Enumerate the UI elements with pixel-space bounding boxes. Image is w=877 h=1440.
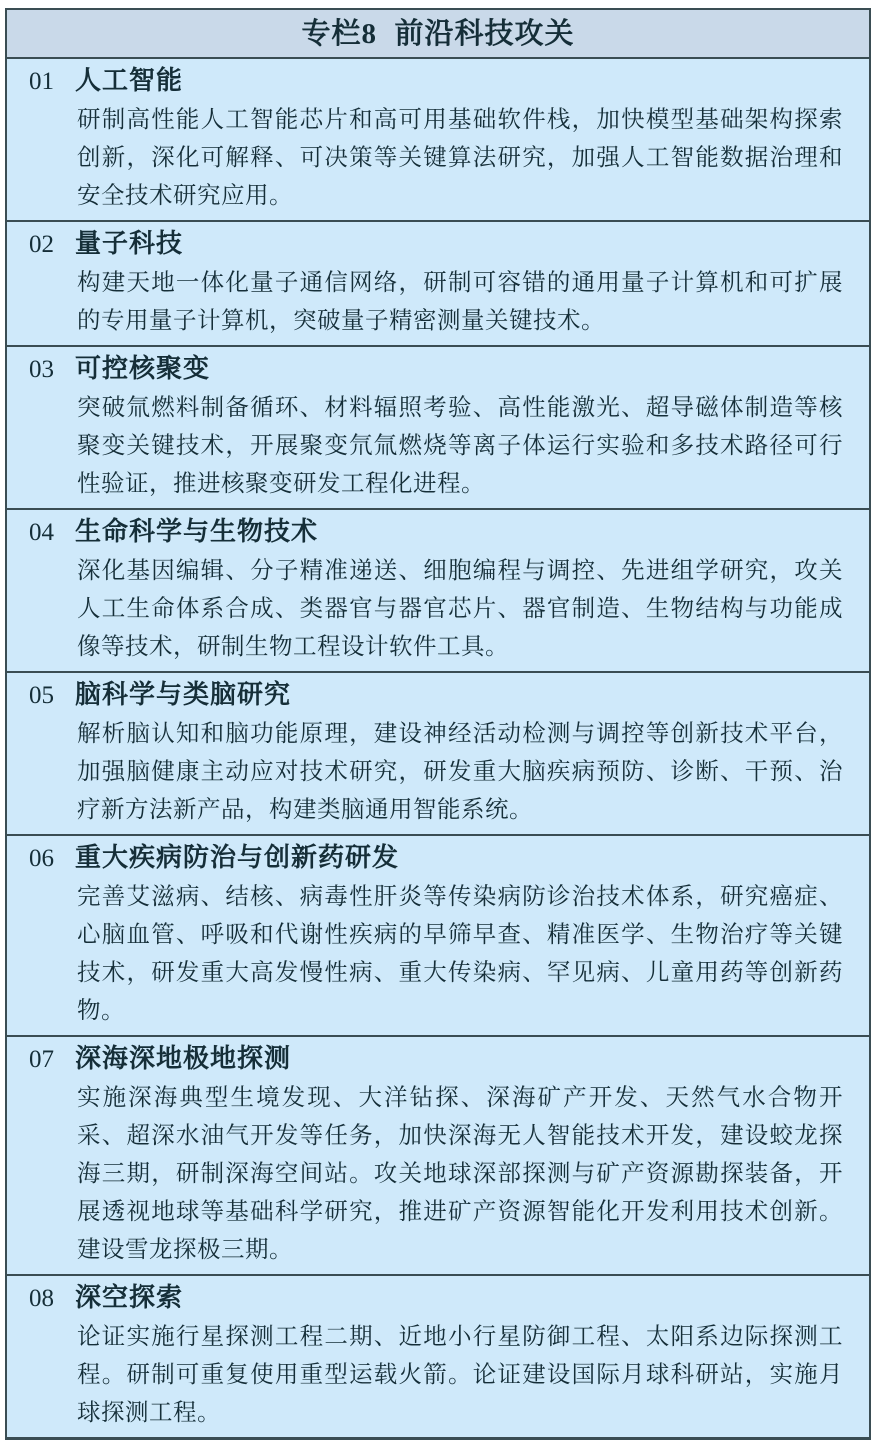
panel-title [7, 10, 869, 59]
panel-title-label: 专栏8 [301, 18, 378, 50]
section-title: 深空探索 [75, 1283, 184, 1312]
section-heading [7, 676, 869, 715]
section-artificial-intelligence [7, 59, 869, 220]
section-disease-prevention-drugs [7, 834, 869, 1035]
section-number: 03 [29, 356, 54, 383]
section-title: 人工智能 [75, 66, 184, 95]
section-text: 深化基因编辑、分子精准递送、细胞编程与调控、先进组学研究，攻关人工生命体系合成、类器官与器官芯片、器官制造、生物结构与功能成像等技术，研制生物工程设计软件工具。 [77, 558, 843, 660]
section-heading [7, 62, 869, 101]
section-heading [7, 1279, 869, 1318]
section-brain-science [7, 671, 869, 834]
section-number: 01 [29, 68, 54, 95]
section-controlled-fusion [7, 345, 869, 508]
section-heading [7, 1040, 869, 1079]
section-number: 04 [29, 519, 54, 546]
section-text: 研制高性能人工智能芯片和高可用基础软件栈，加快模型基础架构探索创新，深化可解释、可决策等关键算法研究，加强人工智能数据治理和安全技术研究应用。 [77, 107, 843, 209]
section-number: 06 [29, 845, 54, 872]
section-heading [7, 225, 869, 264]
section-title: 生命科学与生物技术 [75, 517, 319, 546]
section-text: 论证实施行星探测工程二期、近地小行星防御工程、太阳系边际探测工程。研制可重复使用重型运载火箭。论证建设国际月球科研站，实施月球探测工程。 [77, 1324, 843, 1426]
section-deep-sea-earth-polar [7, 1035, 869, 1274]
section-title: 重大疾病防治与创新药研发 [75, 843, 400, 872]
section-heading [7, 350, 869, 389]
section-text: 突破氚燃料制备循环、材料辐照考验、高性能激光、超导磁体制造等核聚变关键技术，开展聚变氘氚燃烧等离子体运行实验和多技术路径可行性验证，推进核聚变研发工程化进程。 [77, 395, 843, 497]
section-number: 02 [29, 231, 54, 258]
section-deep-space-exploration [7, 1274, 869, 1437]
section-heading [7, 839, 869, 878]
section-number: 07 [29, 1046, 54, 1073]
panel-title-text: 前沿科技攻关 [394, 18, 575, 50]
section-quantum-technology [7, 220, 869, 345]
section-title: 量子科技 [75, 229, 184, 258]
section-title: 深海深地极地探测 [75, 1044, 292, 1073]
section-text: 构建天地一体化量子通信网络，研制可容错的通用量子计算机和可扩展的专用量子计算机，突破量子精密测量关键技术。 [77, 270, 843, 334]
column-panel [5, 8, 871, 1440]
section-number: 08 [29, 1285, 54, 1312]
section-title: 可控核聚变 [75, 354, 211, 383]
section-text: 完善艾滋病、结核、病毒性肝炎等传染病防诊治技术体系，研究癌症、心脑血管、呼吸和代谢性疾病的早筛早查、精准医学、生物治疗等关键技术，研发重大高发慢性病、重大传染病、罕见病、儿童用药等创新药物。 [77, 884, 843, 1024]
section-text: 解析脑认知和脑功能原理，建设神经活动检测与调控等创新技术平台，加强脑健康主动应对技术研究，研发重大脑疾病预防、诊断、干预、治疗新方法新产品，构建类脑通用智能系统。 [77, 721, 843, 823]
section-text: 实施深海典型生境发现、大洋钻探、深海矿产开发、天然气水合物开采、超深水油气开发等任务，加快深海无人智能技术开发，建设蛟龙探海三期，研制深海空间站。攻关地球深部探测与矿产资源勘探装备，开展透视地球等基础科学研究，推进矿产资源智能化开发利用技术创新。建设雪龙探极三期。 [77, 1085, 843, 1263]
section-number: 05 [29, 682, 54, 709]
section-title: 脑科学与类脑研究 [75, 680, 292, 709]
section-life-science-biotech [7, 508, 869, 671]
section-heading [7, 513, 869, 552]
